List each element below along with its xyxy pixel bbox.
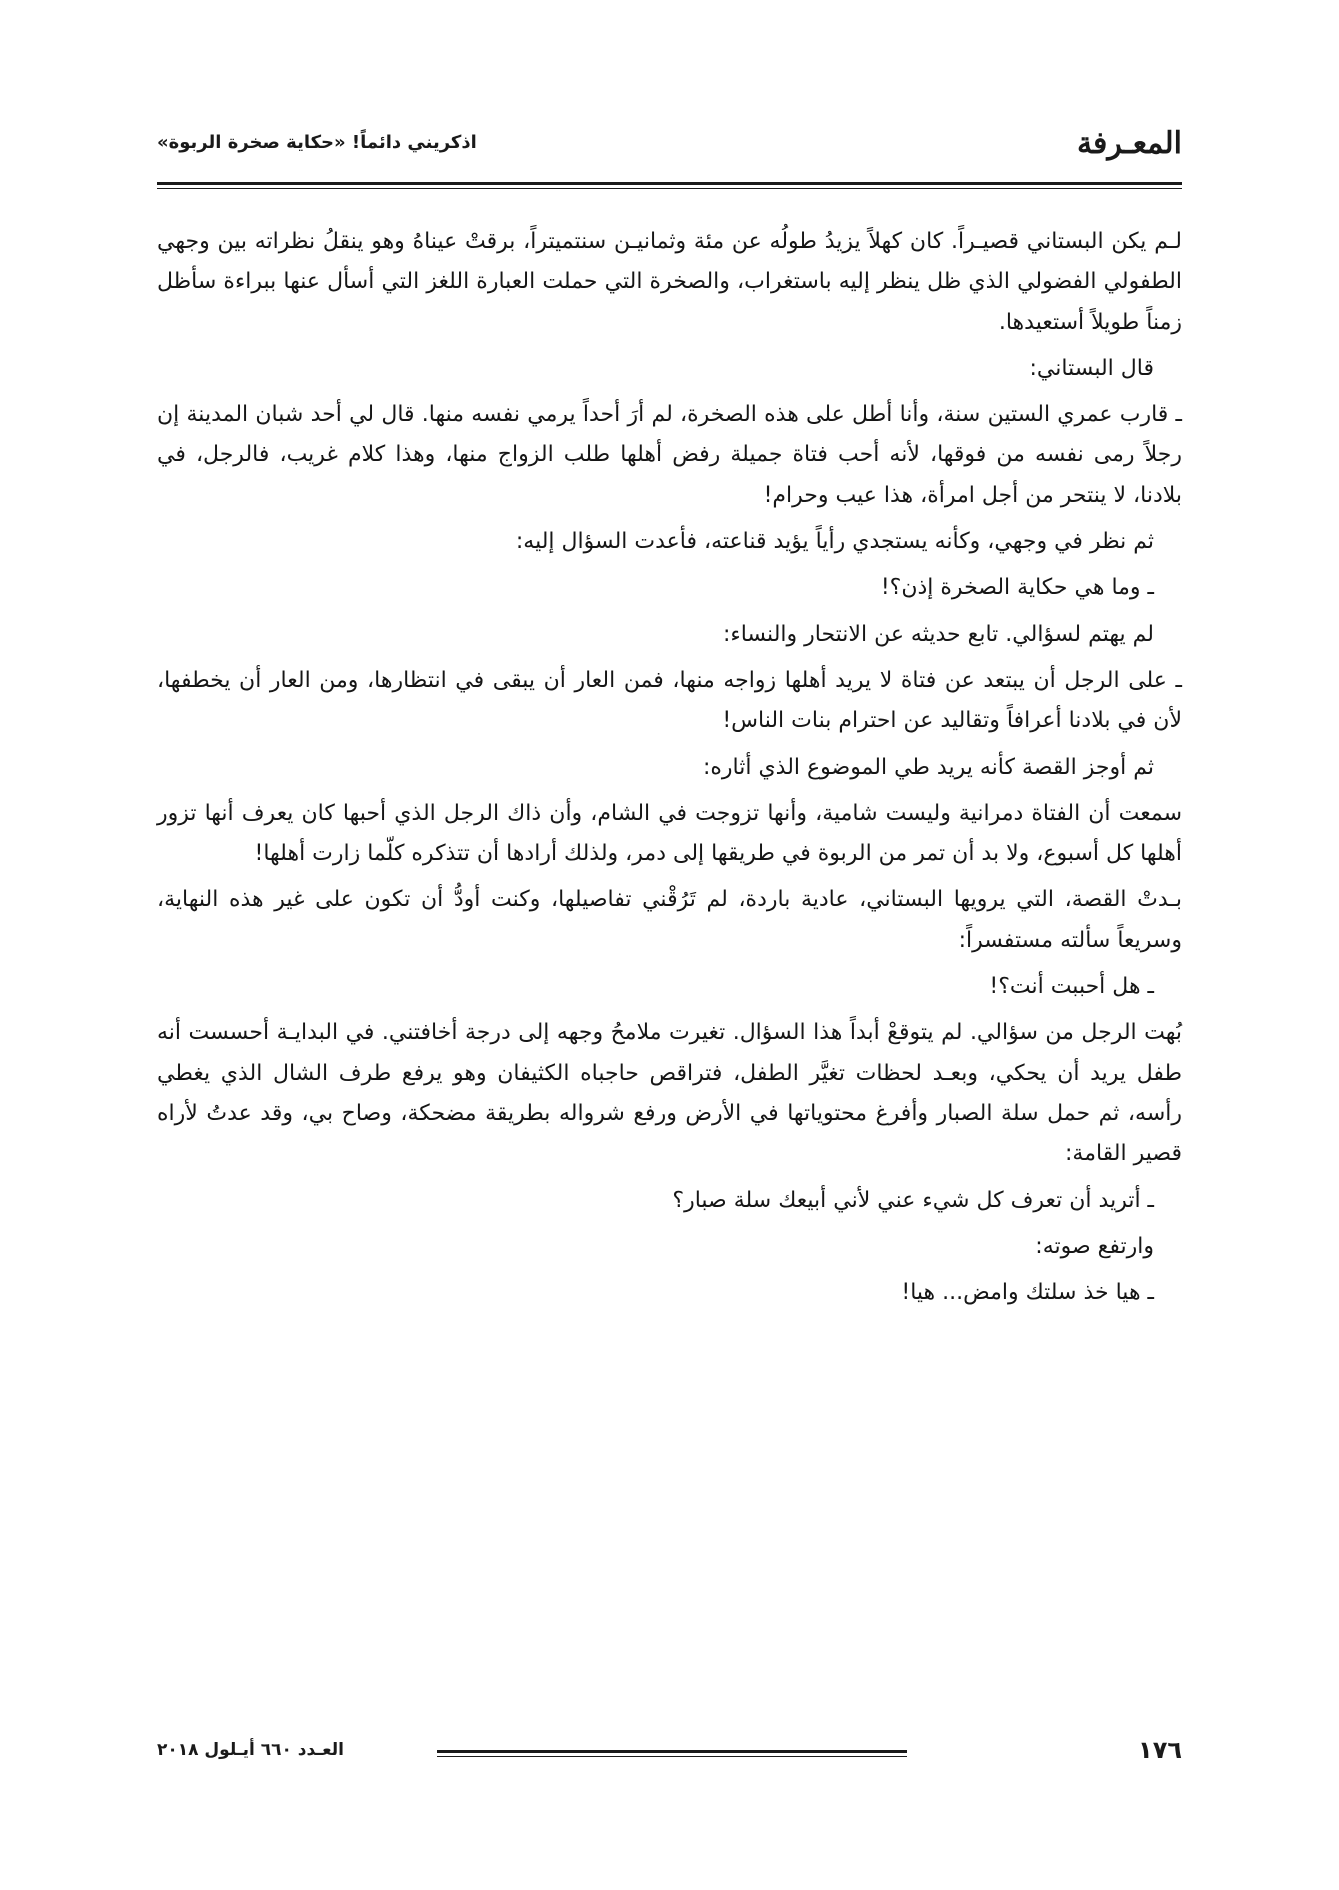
paragraph: ـ هل أحببت أنت؟! <box>989 974 1154 1000</box>
running-title: اذكريني دائماً! «حكاية صخرة الربوة» <box>157 132 477 153</box>
paragraph: ـ قارب عمري الستين سنة، وأنا أطل على هذه الصخرة، لم أرَ أحداً يرمي نفسه منها. قال لي أحد شبان المدينة إن رجلاً رمى نفسه من فوقها، لأنه أحب فتاة جميلة رفض أهلها طلب الزواج منها، وهذا كلام غريب، فالرجل، في بلادنا، لا ينتحر من أجل امرأة، هذا عيب وحرام! <box>157 402 1182 508</box>
paragraph: ثم أوجز القصة كأنه يريد طي الموضوع الذي أثاره: <box>702 754 1154 780</box>
paragraph: ثم نظر في وجهي، وكأنه يستجدي رأياً يؤيد قناعته، فأعدت السؤال إليه: <box>515 529 1154 555</box>
issue-info: العـدد ٦٦٠ أيـلول ٢٠١٨ <box>157 1740 344 1760</box>
header-rule-thin <box>157 188 1182 189</box>
paragraph: بـدتْ القصة، التي يرويها البستاني، عادية باردة، لم تَرُقْني تفاصيلها، وكنت أودُّ أن تكون على غير هذه النهاية، وسريعاً سألته مستفسراً: <box>157 887 1182 953</box>
page-number: ١٧٦ <box>1138 1736 1182 1764</box>
paragraph: ـ على الرجل أن يبتعد عن فتاة لا يريد أهلها زواجه منها، فمن العار أن يبقى في انتظارها، ومن العار أن يخطفها، لأن في بلادنا أعرافاً وتقاليد عن احترام بنات الناس! <box>157 667 1182 734</box>
paragraph: لم يهتم لسؤالي. تابع حديثه عن الانتحار والنساء: <box>722 621 1154 647</box>
paragraph: وارتفع صوته: <box>1035 1233 1154 1259</box>
paragraph: بُهت الرجل من سؤالي. لم يتوقعْ أبداً هذا السؤال. تغيرت ملامحُ وجهه إلى درجة أخافتني. في البدايـة أحسست أنه طفل يريد أن يحكي، وبعـد لحظات تغيَّر الطفل، فتراقص حاجباه الكثيفان وهو يرفع طرف الشال الذي يغطي رأسه، ثم حمل سلة الصبار وأفرغ محتوياتها في الأرض ورفع شرواله بطريقة مضحكة، وصاح بي، وقد عدتُ لأراه قصير القامة: <box>157 1020 1182 1167</box>
paragraph: قال البستاني: <box>1029 355 1154 381</box>
footer-rule <box>437 1750 907 1753</box>
page-footer <box>157 1736 1182 1776</box>
article-body <box>157 222 1182 1319</box>
magazine-logo: المعـرفة <box>1076 126 1182 161</box>
paragraph: ـ هيا خذ سلتك وامض... هيا! <box>901 1280 1154 1306</box>
header-rule <box>157 182 1182 185</box>
footer-rule-thin <box>437 1756 907 1757</box>
paragraph: سمعت أن الفتاة دمرانية وليست شامية، وأنها تزوجت في الشام، وأن ذاك الرجل الذي أحبها كان يعرف أنها تزور أهلها كل أسبوع، ولا بد أن تمر من الربوة في طريقها إلى دمر، ولذلك أرادها أن تتذكره كلّما زارت أهلها! <box>157 800 1182 867</box>
paragraph: لـم يكن البستاني قصيـراً. كان كهلاً يزيدُ طولُه عن مئة وثمانيـن سنتميتراً، برقتْ عيناهُ وهو ينقلُ نظراته بين وجهي الطفولي الفضولي الذي ظل ينظر إليه باستغراب، والصخرة التي حملت العبارة اللغز التي أسأل عنها ببراءة سأظل زمناً طويلاً أستعيدها. <box>157 229 1182 335</box>
paragraph: ـ أتريد أن تعرف كل شيء عني لأني أبيعك سلة صبار؟ <box>672 1187 1154 1213</box>
paragraph: ـ وما هي حكاية الصخرة إذن؟! <box>880 575 1154 601</box>
page-header <box>157 120 1182 186</box>
